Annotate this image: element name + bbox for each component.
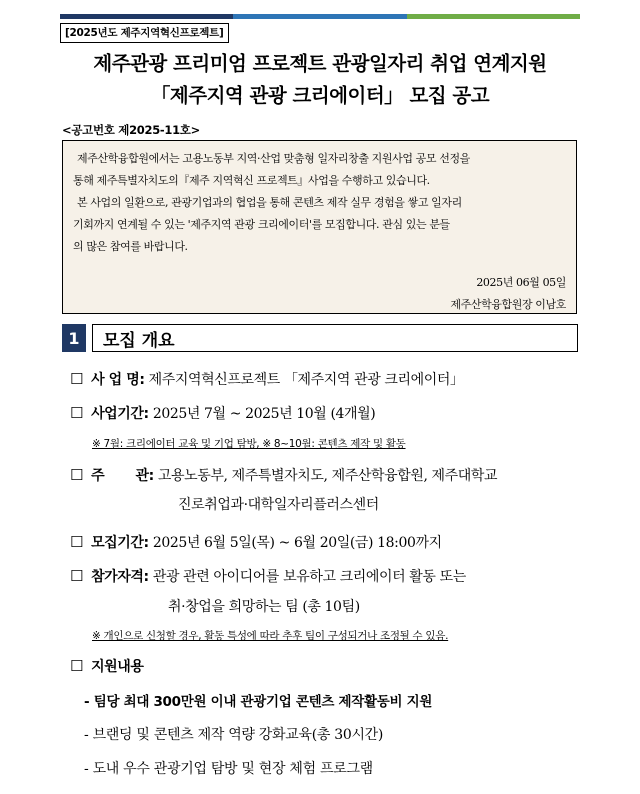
eligibility-note: ※ 개인으로 신청할 경우, 활동 특성에 따라 추후 팀이 구성되거나 조정될 수 있음.: [92, 630, 449, 642]
item-label: 모집기간:: [91, 535, 149, 551]
item-value: 고용노동부, 제주특별자치도, 제주산학융합원, 제주대학교: [157, 468, 498, 484]
title-line-2: 「제주지역 관광 크리에이터」 모집 공고: [150, 84, 490, 107]
notice-signer: 제주산학융합원장 이남호: [450, 298, 566, 311]
support-bullet-1: - 팀당 최대 300만원 이내 관광기업 콘텐츠 제작활동비 지원: [84, 694, 433, 710]
intro-line-3: 본 사업의 일환으로, 관광기업과의 협업을 통해 콘텐츠 제작 실무 경험을 쌓고 일자리: [77, 196, 462, 209]
item-label: 참가자격:: [91, 569, 149, 585]
intro-line-4: 기회까지 연계될 수 있는 '제주지역 관광 크리에이터'를 모집합니다. 관심 있는 분들: [73, 218, 450, 231]
intro-box: [62, 140, 577, 314]
item-label: 주 관:: [91, 468, 154, 484]
item-recruit-period: [70, 532, 442, 552]
intro-line-2: 통해 제주특별자치도의『제주 지역혁신 프로젝트』사업을 수행하고 있습니다.: [73, 174, 430, 187]
item-project-period: [70, 403, 375, 423]
item-value: 관광 관련 아이디어를 보유하고 크리에이터 활동 또는: [152, 569, 466, 585]
item-eligibility: [70, 566, 466, 586]
eligibility-value-line-2: 취·창업을 희망하는 팀 (총 10팀): [168, 599, 360, 615]
section-number-badge: 1: [62, 324, 86, 352]
support-bullet-3: - 도내 우수 관광기업 탐방 및 현장 체험 프로그램: [84, 761, 373, 777]
item-organizer: [70, 465, 497, 485]
section-header: [62, 324, 578, 352]
item-project-name: [70, 369, 464, 389]
intro-line-5: 의 많은 참여를 바랍니다.: [73, 240, 188, 253]
support-bullet-2: - 브랜딩 및 콘텐츠 제작 역량 강화교육(총 30시간): [84, 727, 384, 743]
intro-line-1: 제주산학융합원에서는 고용노동부 지역·산업 맞춤형 일자리창출 지원사업 공모 선정을: [77, 152, 470, 165]
checkbox-icon: ☐: [70, 370, 84, 388]
item-label: 지원내용: [91, 659, 144, 675]
top-bar-green-segment: [407, 14, 580, 19]
checkbox-icon: ☐: [70, 533, 84, 551]
organizer-value-line-2: 진로취업과·대학일자리플러스센터: [178, 497, 379, 513]
top-bar-dark-segment: [60, 14, 233, 19]
checkbox-icon: ☐: [70, 466, 84, 484]
top-bar-blue-segment: [233, 14, 406, 19]
checkbox-icon: ☐: [70, 657, 84, 675]
checkbox-icon: ☐: [70, 567, 84, 585]
item-value: 2025년 6월 5일(목) ~ 6월 20일(금) 18:00까지: [152, 535, 442, 551]
top-color-bar: [60, 14, 580, 19]
project-tag: [2025년도 제주지역혁신프로젝트]: [60, 23, 229, 43]
item-value: 2025년 7월 ~ 2025년 10월 (4개월): [152, 406, 376, 422]
notice-date: 2025년 06월 05일: [476, 276, 566, 289]
item-label: 사 업 명:: [91, 372, 145, 388]
item-value: 제주지역혁신프로젝트 「제주지역 관광 크리에이터」: [148, 372, 464, 388]
checkbox-icon: ☐: [70, 404, 84, 422]
period-note: ※ 7월: 크리에이터 교육 및 기업 탐방, ※ 8~10월: 콘텐츠 제작 및 활동: [92, 438, 406, 450]
section-title: 모집 개요: [92, 324, 578, 352]
title-line-1: 제주관광 프리미엄 프로젝트 관광일자리 취업 연계지원: [93, 52, 547, 75]
item-label: 사업기간:: [91, 406, 149, 422]
item-support: [70, 656, 144, 676]
notice-number: <공고번호 제2025-11호>: [62, 123, 200, 137]
